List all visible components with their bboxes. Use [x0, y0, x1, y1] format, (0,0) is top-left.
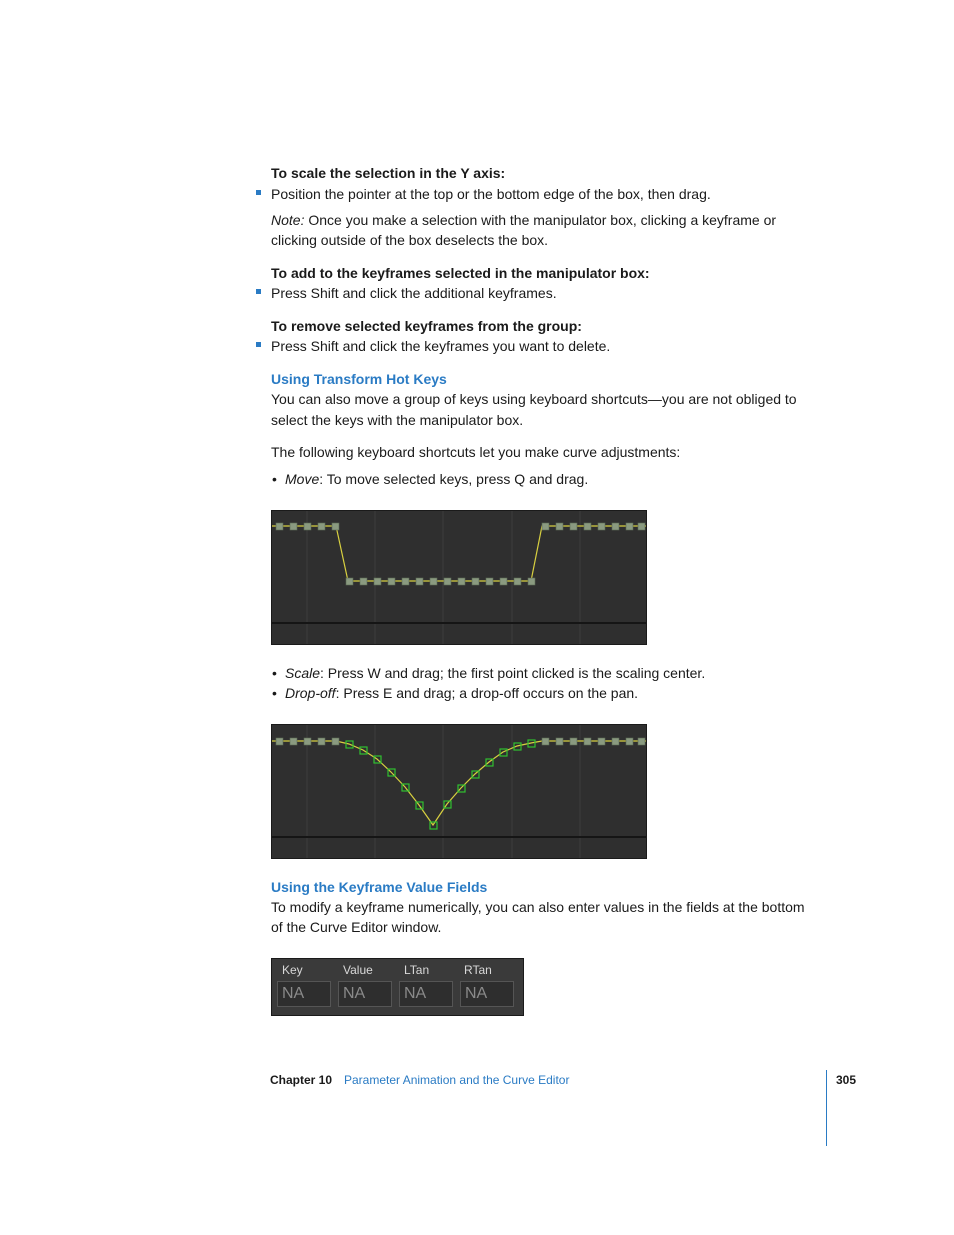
- paragraph-line: select the keys with the manipulator box.: [271, 412, 524, 428]
- key-label: Key: [282, 963, 303, 977]
- note-line-1: [271, 210, 776, 230]
- note-line-2: clicking outside of the box deselects the box.: [271, 232, 549, 248]
- move-curve-screenshot: [271, 510, 647, 645]
- rtan-label: RTan: [464, 963, 492, 977]
- ltan-label: LTan: [404, 963, 430, 977]
- dropoff-term: Drop-off: [285, 685, 336, 701]
- bullet-marker: [256, 342, 261, 347]
- dropoff-text: : Press E and drag; a drop-off occurs on the pan.: [335, 685, 639, 701]
- section-title-hot-keys: Using Transform Hot Keys: [271, 371, 447, 387]
- move-item: [285, 469, 588, 489]
- page-number: 305: [836, 1073, 857, 1087]
- footer-divider: [826, 1070, 827, 1146]
- bullet-text: Press Shift and click the keyframes you want to delete.: [271, 338, 611, 354]
- section-title-keyframe-fields: Using the Keyframe Value Fields: [271, 879, 488, 895]
- bullet-marker: [256, 289, 261, 294]
- ltan-field[interactable]: NA: [399, 981, 453, 1007]
- dropoff-curve-screenshot: [271, 724, 647, 859]
- heading-remove-keyframes: To remove selected keyframes from the group:: [271, 318, 582, 334]
- heading-scale-y: To scale the selection in the Y axis:: [271, 165, 506, 181]
- dot-bullet: •: [272, 685, 277, 701]
- footer-chapter: Chapter 10: [270, 1073, 333, 1087]
- dropoff-item: [285, 683, 638, 703]
- dot-bullet: •: [272, 665, 277, 681]
- paragraph-line: of the Curve Editor window.: [271, 919, 442, 935]
- value-label: Value: [343, 963, 373, 977]
- value-field[interactable]: NA: [338, 981, 392, 1007]
- keyframe-value-fields-screenshot: [271, 958, 524, 1016]
- bullet-text: Press Shift and click the additional keyframes.: [271, 285, 557, 301]
- footer-chapter-title: Parameter Animation and the Curve Editor: [344, 1073, 570, 1087]
- dropoff-curve-graph: [272, 725, 646, 858]
- rtan-field[interactable]: NA: [460, 981, 514, 1007]
- move-text: : To move selected keys, press Q and drag.: [319, 471, 589, 487]
- scale-text: : Press W and drag; the first point clicked is the scaling center.: [320, 665, 706, 681]
- key-field[interactable]: NA: [277, 981, 331, 1007]
- paragraph-line: To modify a keyframe numerically, you can also enter values in the fields at the bottom: [271, 899, 805, 915]
- paragraph-line: The following keyboard shortcuts let you make curve adjustments:: [271, 444, 681, 460]
- bullet-text: Position the pointer at the top or the bottom edge of the box, then drag.: [271, 186, 711, 202]
- move-curve-graph: [272, 511, 646, 644]
- move-term: Move: [285, 471, 320, 487]
- note-label: Note:: [271, 212, 305, 228]
- bullet-marker: [256, 190, 261, 195]
- paragraph-line: You can also move a group of keys using keyboard shortcuts—you are not obliged to: [271, 391, 797, 407]
- scale-term: Scale: [285, 665, 321, 681]
- heading-add-keyframes: To add to the keyframes selected in the manipulator box:: [271, 265, 650, 281]
- scale-item: [285, 663, 705, 683]
- note-text: Once you make a selection with the manipulator box, clicking a keyframe or: [304, 212, 777, 228]
- dot-bullet: •: [272, 471, 277, 487]
